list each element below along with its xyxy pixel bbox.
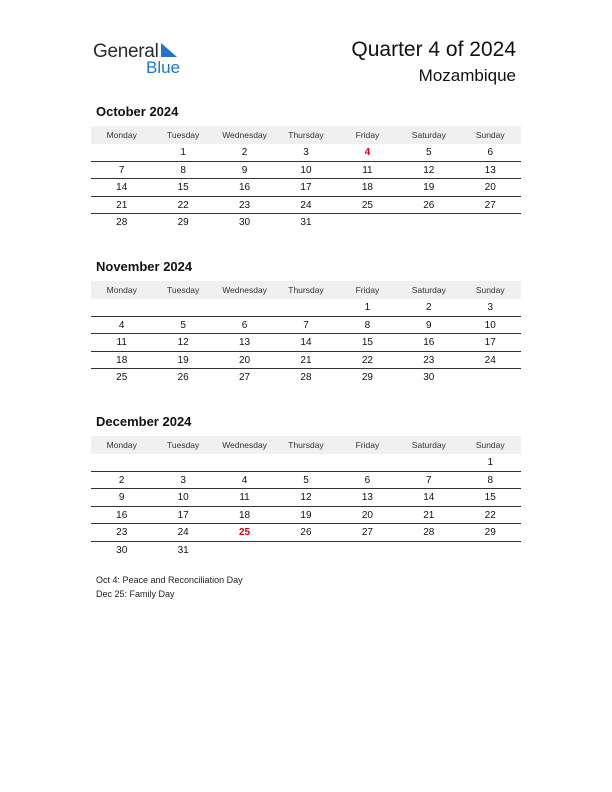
day-cell: 29	[484, 527, 496, 538]
day-cell	[152, 299, 213, 316]
day-cell: 6	[487, 147, 494, 158]
day-cell: 7	[118, 164, 125, 176]
day-cell: 31	[300, 217, 312, 228]
day-cell: 22	[361, 354, 373, 366]
day-cell: 27	[484, 199, 496, 211]
day-cell: 27	[238, 372, 251, 383]
holiday-note: Dec 25: Family Day	[96, 588, 175, 599]
week-row	[91, 542, 521, 560]
day-cell: 26	[177, 372, 189, 383]
week-row	[91, 144, 521, 162]
day-cell: 30	[116, 544, 128, 556]
day-cell	[337, 454, 398, 471]
day-cell: 12	[300, 492, 312, 503]
day-cell: 7	[303, 319, 309, 331]
day-cell: 9	[426, 319, 432, 331]
week-row	[91, 214, 521, 232]
week-row	[91, 454, 521, 472]
day-cell: 18	[361, 182, 373, 193]
month-title: October 2024	[96, 104, 179, 119]
day-cell	[337, 542, 398, 560]
day-cell: 11	[116, 337, 127, 348]
day-cell: 16	[238, 182, 251, 193]
weekday-header: Saturday	[411, 285, 446, 295]
weekday-header: Friday	[355, 130, 380, 140]
weekday-header: Monday	[106, 130, 137, 140]
day-cell: 25	[116, 372, 128, 383]
weekday-header: Sunday	[475, 440, 505, 450]
day-cell: 25	[361, 199, 373, 211]
weekday-header: Monday	[106, 440, 137, 450]
day-cell: 11	[362, 164, 373, 176]
day-cell: 2	[241, 147, 248, 158]
day-cell: 21	[116, 199, 128, 211]
day-cell: 15	[177, 182, 189, 193]
day-cell: 22	[484, 509, 496, 521]
week-row	[91, 472, 521, 490]
day-cell: 18	[116, 354, 128, 366]
day-cell: 9	[241, 164, 248, 176]
month-title: December 2024	[96, 414, 192, 429]
day-cell: 7	[426, 474, 432, 486]
weekday-header-row	[91, 281, 521, 299]
day-cell: 4	[118, 319, 125, 331]
day-cell	[214, 454, 275, 471]
holiday-note: Oct 4: Peace and Reconciliation Day	[96, 575, 243, 585]
day-cell: 13	[361, 492, 373, 503]
day-cell: 23	[116, 527, 128, 538]
day-cell: 3	[487, 302, 494, 313]
weekday-header: Tuesday	[166, 440, 200, 450]
day-cell: 28	[423, 527, 435, 538]
day-cell: 17	[484, 337, 496, 348]
day-cell: 29	[177, 217, 189, 228]
day-cell: 16	[116, 509, 128, 521]
day-cell	[91, 454, 152, 471]
weekday-header: Thursday	[288, 285, 324, 295]
day-cell	[152, 454, 213, 471]
day-cell	[460, 369, 521, 387]
weekday-header: Wednesday	[222, 440, 267, 450]
day-cell: 8	[180, 164, 186, 176]
day-cell	[214, 542, 275, 560]
day-cell: 26	[423, 199, 435, 211]
day-cell	[214, 299, 275, 316]
weekday-header: Friday	[355, 285, 380, 295]
day-cell	[275, 454, 336, 471]
week-row	[91, 179, 521, 197]
day-cell: 12	[177, 337, 189, 348]
month-october	[91, 104, 521, 232]
day-cell	[460, 542, 521, 560]
country-name: Mozambique	[418, 66, 516, 85]
day-cell: 6	[241, 319, 248, 331]
day-cell: 21	[300, 354, 312, 366]
month-november	[91, 259, 521, 387]
day-cell	[337, 214, 398, 232]
month-december	[91, 414, 521, 559]
day-cell: 20	[484, 182, 496, 193]
day-cell	[398, 542, 459, 560]
day-cell: 6	[364, 474, 371, 486]
day-cell: 30	[238, 217, 251, 228]
day-cell: 22	[177, 199, 189, 211]
day-cell: 1	[180, 147, 186, 158]
day-cell: 10	[300, 164, 312, 176]
day-cell: 8	[364, 319, 371, 331]
week-row	[91, 507, 521, 525]
day-cell: 21	[423, 509, 435, 521]
weekday-header: Thursday	[288, 440, 324, 450]
day-cell: 23	[238, 199, 251, 211]
weekday-header: Tuesday	[166, 130, 200, 140]
day-cell: 14	[116, 182, 128, 193]
week-row	[91, 197, 521, 215]
day-cell: 1	[364, 302, 371, 313]
day-cell: 24	[177, 527, 189, 538]
day-cell: 24	[300, 199, 312, 211]
day-cell	[398, 214, 459, 232]
weekday-header-row	[91, 436, 521, 454]
weekday-header: Thursday	[288, 130, 324, 140]
day-cell: 28	[300, 372, 312, 383]
day-cell: 27	[361, 527, 373, 538]
day-cell: 24	[484, 354, 496, 366]
day-cell: 18	[238, 509, 251, 521]
weekday-header-row	[91, 126, 521, 144]
day-cell: 5	[426, 147, 432, 158]
day-cell	[91, 144, 152, 161]
day-cell: 10	[484, 319, 496, 331]
day-cell: 2	[118, 474, 125, 486]
generalblue-logo	[93, 40, 193, 80]
day-cell	[275, 299, 336, 316]
day-cell: 15	[484, 492, 496, 503]
week-row	[91, 334, 521, 352]
day-cell: 13	[238, 337, 251, 348]
day-cell: 10	[177, 492, 189, 503]
day-cell: 9	[118, 492, 125, 503]
page-title: Quarter 4 of 2024	[351, 38, 516, 61]
week-row	[91, 317, 521, 335]
holiday-day-cell: 4	[364, 147, 371, 158]
weekday-header: Friday	[355, 440, 380, 450]
day-cell: 14	[423, 492, 435, 503]
weekday-header: Sunday	[475, 130, 505, 140]
day-cell: 5	[180, 319, 186, 331]
day-cell: 1	[487, 457, 494, 468]
day-cell: 11	[239, 492, 250, 503]
day-cell	[460, 214, 521, 232]
day-cell: 3	[303, 147, 309, 158]
day-cell: 20	[238, 354, 251, 366]
day-cell: 4	[241, 474, 248, 486]
weekday-header: Saturday	[411, 130, 446, 140]
week-row	[91, 299, 521, 317]
day-cell: 12	[423, 164, 435, 176]
logo-flag-icon	[161, 43, 177, 57]
day-cell: 17	[177, 509, 189, 521]
day-cell: 17	[300, 182, 312, 193]
day-cell: 26	[300, 527, 312, 538]
weekday-header: Saturday	[411, 440, 446, 450]
day-cell: 8	[487, 474, 494, 486]
weekday-header: Sunday	[475, 285, 505, 295]
day-cell: 2	[426, 302, 432, 313]
month-title: November 2024	[96, 259, 193, 274]
weekday-header: Wednesday	[222, 285, 267, 295]
day-cell: 5	[303, 474, 309, 486]
day-cell: 15	[361, 337, 373, 348]
holiday-day-cell: 25	[238, 527, 251, 538]
week-row	[91, 162, 521, 180]
day-cell: 23	[423, 354, 435, 366]
day-cell: 14	[300, 337, 312, 348]
day-cell: 3	[180, 474, 186, 486]
weekday-header: Wednesday	[222, 130, 267, 140]
day-cell: 31	[177, 544, 189, 556]
day-cell: 19	[177, 354, 189, 366]
day-cell	[398, 454, 459, 471]
day-cell: 28	[116, 217, 128, 228]
week-row	[91, 489, 521, 507]
week-row	[91, 369, 521, 387]
weekday-header: Monday	[106, 285, 137, 295]
week-row	[91, 352, 521, 370]
day-cell: 29	[361, 372, 373, 383]
weekday-header: Tuesday	[166, 285, 200, 295]
day-cell: 13	[484, 164, 496, 176]
day-cell: 20	[361, 509, 373, 521]
day-cell: 30	[423, 372, 435, 383]
day-cell	[91, 299, 152, 316]
week-row	[91, 524, 521, 542]
logo-blue-text: Blue	[146, 58, 181, 77]
day-cell: 19	[423, 182, 435, 193]
holiday-notes	[96, 574, 243, 601]
day-cell: 16	[423, 337, 435, 348]
day-cell	[275, 542, 336, 560]
day-cell: 19	[300, 509, 312, 521]
logo-general-text: General	[93, 41, 159, 62]
